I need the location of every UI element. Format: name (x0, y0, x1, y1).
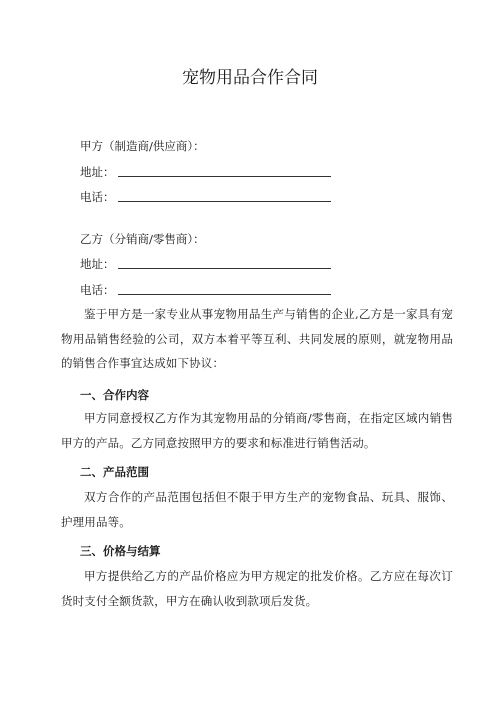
section-2-body: 双方合作的产品范围包括但不限于甲方生产的宠物食品、玩具、服饰、护理用品等。 (61, 490, 453, 529)
party-b-phone-label: 电话： (80, 283, 115, 297)
section-1-heading: 一、合作内容 (80, 388, 149, 402)
party-a-label: 甲方（制造商/供应商）： (80, 139, 205, 153)
party-a-phone-label: 电话： (80, 190, 115, 204)
section-3-heading: 三、价格与结算 (80, 544, 161, 558)
party-b-address-label: 地址： (80, 257, 115, 271)
party-a-address-blank (118, 176, 331, 177)
party-b-phone-blank (118, 294, 331, 295)
document-title: 宠物用品合作合同 (182, 68, 318, 88)
party-b-address-field (80, 256, 335, 272)
section-1-body: 甲方同意授权乙方作为其宠物用品的分销商/零售商，在指定区域内销售甲方的产品。乙方同意按照甲方的要求和标准进行销售活动。 (61, 411, 453, 450)
party-a-phone-field (80, 189, 335, 205)
intro-paragraph: 鉴于甲方是一家专业从事宠物用品生产与销售的企业,乙方是一家具有宠物用品销售经验的公司，双方本着平等互利、共同发展的原则，就宠物用品的销售合作事宜达成如下协议： (61, 307, 453, 370)
party-b-address-blank (118, 268, 331, 269)
section-3-body: 甲方提供给乙方的产品价格应为甲方规定的批发价格。乙方应在每次订货时支付全额货款，甲方在确认收到款项后发货。 (61, 569, 453, 608)
party-b-phone-field (80, 282, 335, 298)
party-a-address-field (80, 164, 335, 180)
party-a-address-label: 地址： (80, 165, 115, 179)
party-b-label: 乙方（分销商/零售商）： (80, 232, 205, 246)
party-a-phone-blank (118, 201, 331, 202)
section-2-heading: 二、产品范围 (80, 465, 149, 479)
